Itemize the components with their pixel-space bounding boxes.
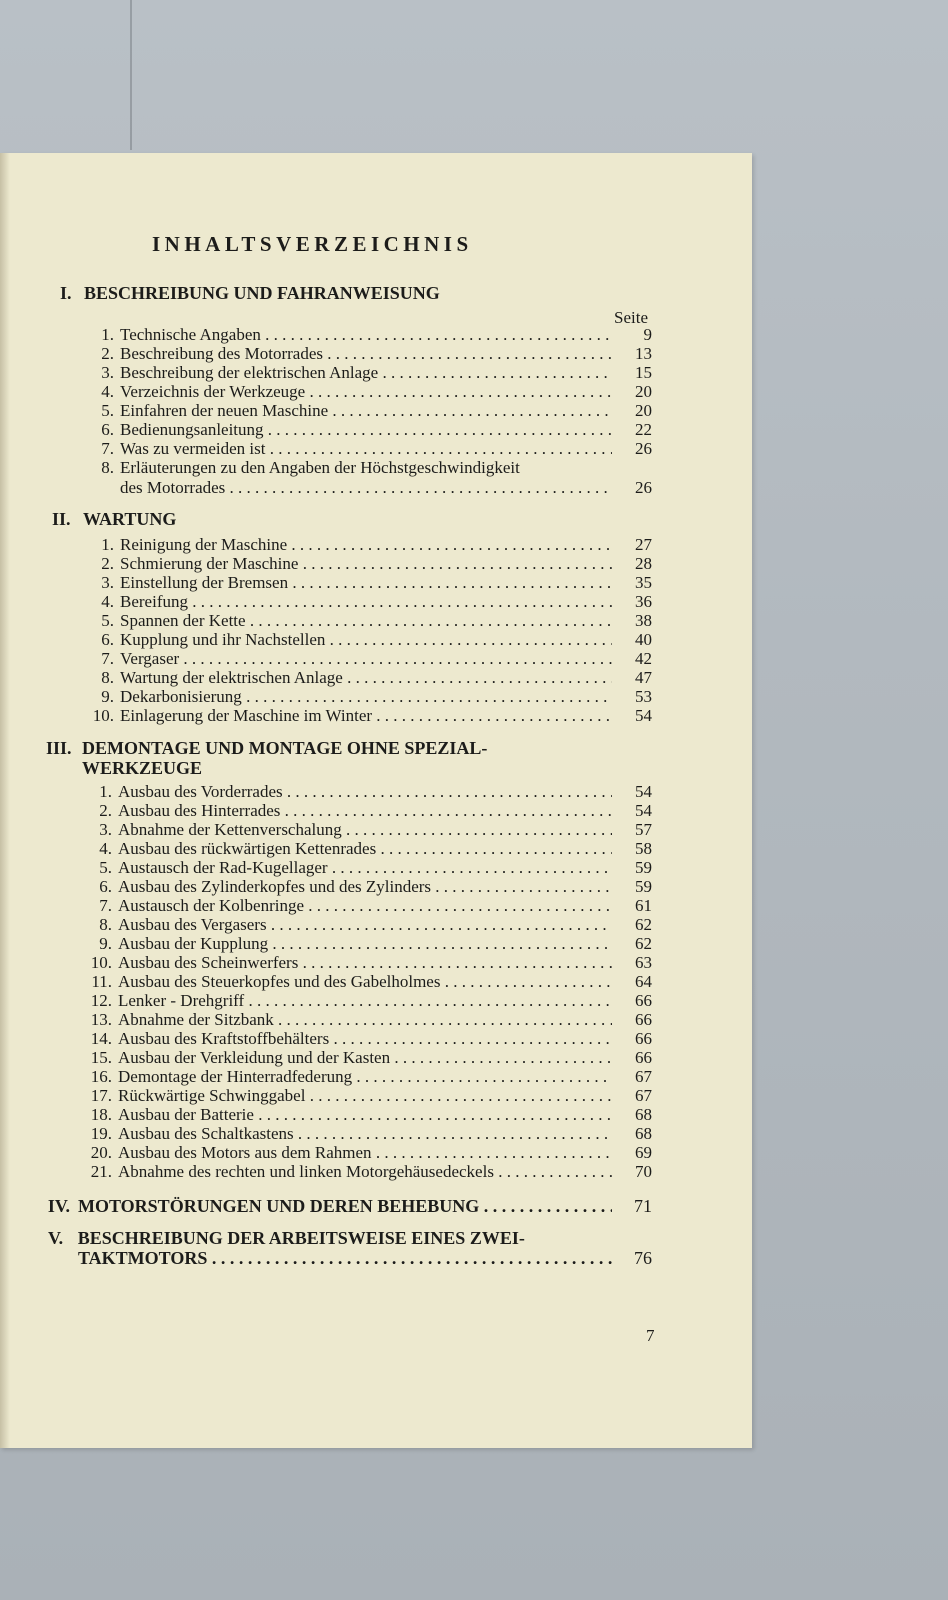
section-title: BESCHREIBUNG DER ARBEITSWEISE EINES ZWEI-	[77, 1228, 525, 1248]
entry-number: 6.	[101, 630, 114, 649]
entry-page: 68	[635, 1105, 652, 1124]
entry-number: 15.	[90, 1048, 112, 1067]
entry-page: 54	[635, 801, 652, 820]
toc-entry	[80, 1162, 652, 1182]
toc-entry	[82, 630, 652, 650]
entry-text: Technische Angaben . . .	[120, 325, 612, 345]
toc-entry	[82, 573, 652, 593]
entry-page: 58	[635, 839, 652, 858]
entry-number: 6.	[101, 420, 114, 439]
entry-text: Ausbau des Vergasers . . .	[118, 915, 612, 935]
entry-number: 20.	[90, 1143, 112, 1162]
section-number: IV.	[47, 1196, 70, 1216]
seite-label: Seite	[614, 308, 648, 327]
toc-entry	[80, 801, 652, 821]
toc-entry	[80, 953, 652, 973]
background-crease	[130, 0, 132, 150]
entry-page: 53	[635, 687, 652, 706]
entry-number: 10.	[92, 706, 114, 725]
entry-page: 66	[635, 1029, 652, 1048]
entry-page: 40	[635, 630, 652, 649]
entry-page: 20	[635, 382, 652, 401]
entry-number: 2.	[101, 344, 114, 363]
section-title: MOTORSTÖRUNGEN UND DEREN BEHEBUNG . . .	[78, 1196, 612, 1216]
entry-text: Verzeichnis der Werkzeuge . . .	[120, 382, 612, 402]
toc-entry	[82, 649, 652, 669]
section-title-continuation: TAKTMOTORS . . .	[78, 1248, 612, 1268]
entry-page: 62	[635, 934, 652, 953]
entry-number: 19.	[90, 1124, 112, 1143]
entry-number: 10.	[90, 953, 112, 972]
entry-number: 7.	[101, 439, 114, 458]
toc-entry	[82, 382, 652, 402]
entry-text: Ausbau des Motors aus dem Rahmen . . .	[118, 1143, 612, 1163]
entry-number: 2.	[99, 801, 112, 820]
entry-number: 3.	[99, 820, 112, 839]
entry-text: Ausbau des Steuerkopfes und des Gabelholmes . . .	[118, 972, 612, 992]
entry-number: 1.	[99, 782, 112, 801]
entry-number: 13.	[90, 1010, 112, 1029]
entry-number: 9.	[99, 934, 112, 953]
section-number: III.	[46, 738, 72, 758]
entry-number: 16.	[90, 1067, 112, 1086]
entry-page: 70	[635, 1162, 652, 1181]
entry-page: 67	[635, 1086, 652, 1105]
entry-number: 5.	[99, 858, 112, 877]
entry-text: Abnahme der Kettenverschalung . . .	[118, 820, 612, 840]
entry-number: 3.	[101, 573, 114, 592]
entry-number: 7.	[101, 649, 114, 668]
section-title: WARTUNG	[83, 509, 177, 529]
entry-page: 28	[635, 554, 652, 573]
toc-entry	[82, 706, 652, 726]
entry-page: 66	[635, 991, 652, 1010]
entry-page: 15	[635, 363, 652, 382]
entry-number: 17.	[90, 1086, 112, 1105]
entry-text: Lenker - Drehgriff . . .	[118, 991, 612, 1011]
entry-text: Erläuterungen zu den Angaben der Höchstgeschwindigkeit	[120, 458, 520, 477]
toc-entry	[82, 420, 652, 440]
entry-page: 47	[635, 668, 652, 687]
entry-text: Ausbau des Zylinderkopfes und des Zylinders . . .	[118, 877, 612, 897]
toc-entry	[80, 1143, 652, 1163]
entry-number: 5.	[101, 611, 114, 630]
entry-text: Bedienungsanleitung . . .	[120, 420, 612, 440]
entry-page: 66	[635, 1010, 652, 1029]
toc-entry	[82, 554, 652, 574]
entry-number: 8.	[99, 915, 112, 934]
entry-text: Ausbau der Verkleidung und der Kasten . . .	[118, 1048, 612, 1068]
entry-text: Abnahme des rechten und linken Motorgehäusedeckels . . .	[118, 1162, 612, 1182]
entry-text: Spannen der Kette . . .	[120, 611, 612, 631]
entry-text: Ausbau der Kupplung . . .	[118, 934, 612, 954]
entry-page: 54	[635, 706, 652, 725]
entry-number: 8.	[101, 458, 114, 477]
entry-text: Ausbau des Hinterrades . . .	[118, 801, 612, 821]
entry-page: 36	[635, 592, 652, 611]
toc-entry	[82, 401, 652, 421]
entry-number: 9.	[101, 687, 114, 706]
toc-entry	[82, 611, 652, 631]
entry-text: des Motorrades . . .	[120, 478, 612, 498]
entry-number: 12.	[90, 991, 112, 1010]
entry-page: 67	[635, 1067, 652, 1086]
toc-entry	[80, 1105, 652, 1125]
section-heading-1	[60, 283, 440, 304]
entry-text: Reinigung der Maschine . . .	[120, 535, 612, 555]
toc-entry	[80, 1010, 652, 1030]
section-number: V.	[48, 1228, 64, 1248]
toc-entry	[82, 363, 652, 383]
entry-number: 14.	[90, 1029, 112, 1048]
section-heading-3-continuation: WERKZEUGE	[82, 758, 203, 778]
entry-text: Ausbau der Batterie . . .	[118, 1105, 612, 1125]
entry-text: Beschreibung der elektrischen Anlage . . .	[120, 363, 612, 383]
toc-entry	[82, 344, 652, 364]
entry-text: Ausbau des rückwärtigen Kettenrades . . .	[118, 839, 612, 859]
entry-text: Austausch der Kolbenringe . . .	[118, 896, 612, 916]
toc-entry	[80, 877, 652, 897]
toc-entry	[80, 1067, 652, 1087]
entry-text: Bereifung . . .	[120, 592, 612, 612]
toc-entry	[80, 839, 652, 859]
toc-entry	[82, 325, 652, 345]
entry-number: 7.	[99, 896, 112, 915]
entry-number: 2.	[101, 554, 114, 573]
section-heading-2	[52, 509, 176, 530]
entry-page: 64	[635, 972, 652, 991]
entry-page: 26	[635, 478, 652, 497]
entry-text: Ausbau des Scheinwerfers . . .	[118, 953, 612, 973]
section-title: DEMONTAGE UND MONTAGE OHNE SPEZIAL-	[82, 738, 488, 758]
entry-text: Austausch der Rad-Kugellager . . .	[118, 858, 612, 878]
entry-text: Ausbau des Kraftstoffbehälters . . .	[118, 1029, 612, 1049]
entry-page: 35	[635, 573, 652, 592]
toc-entry	[80, 896, 652, 916]
entry-text: Vergaser . . .	[120, 649, 612, 669]
toc-entry	[80, 934, 652, 954]
entry-text: Ausbau des Vorderrades . . .	[118, 782, 612, 802]
entry-page: 69	[635, 1143, 652, 1162]
entry-page: 26	[635, 439, 652, 458]
toc-entry	[80, 1029, 652, 1049]
entry-page: 54	[635, 782, 652, 801]
entry-number: 1.	[101, 535, 114, 554]
toc-entry	[82, 592, 652, 612]
entry-number: 6.	[99, 877, 112, 896]
entry-text: Dekarbonisierung . . .	[120, 687, 612, 707]
entry-number: 3.	[101, 363, 114, 382]
entry-number: 5.	[101, 401, 114, 420]
toc-entry	[80, 991, 652, 1011]
entry-number: 18.	[90, 1105, 112, 1124]
entry-text: Demontage der Hinterradfederung . . .	[118, 1067, 612, 1087]
section-page: 76	[634, 1248, 652, 1268]
entry-number: 1.	[101, 325, 114, 344]
entry-text: Rückwärtige Schwinggabel . . .	[118, 1086, 612, 1106]
page-binding-shadow	[0, 153, 10, 1448]
toc-entry	[80, 1086, 652, 1106]
toc-entry	[80, 1124, 652, 1144]
entry-page: 63	[635, 953, 652, 972]
section-title: BESCHREIBUNG UND FAHRANWEISUNG	[84, 283, 440, 303]
entry-number: 4.	[101, 382, 114, 401]
entry-number: 21.	[90, 1162, 112, 1181]
section-number: I.	[60, 283, 72, 303]
section-heading-5-continuation	[40, 1248, 652, 1268]
entry-page: 42	[635, 649, 652, 668]
entry-page: 27	[635, 535, 652, 554]
section-heading-5	[48, 1228, 525, 1249]
entry-text: Beschreibung des Motorrades . . .	[120, 344, 612, 364]
entry-text: Ausbau des Schaltkastens . . .	[118, 1124, 612, 1144]
entry-text: Kupplung und ihr Nachstellen . . .	[120, 630, 612, 650]
entry-page: 38	[635, 611, 652, 630]
entry-page: 59	[635, 877, 652, 896]
section-page: 71	[634, 1196, 652, 1216]
entry-number: 11.	[91, 972, 112, 991]
entry-number: 4.	[99, 839, 112, 858]
toc-entry-continuation	[82, 478, 652, 498]
section-number: II.	[52, 509, 71, 529]
entry-number: 8.	[101, 668, 114, 687]
entry-text: Einfahren der neuen Maschine . . .	[120, 401, 612, 421]
entry-page: 9	[643, 325, 652, 344]
entry-text: Wartung der elektrischen Anlage . . .	[120, 668, 612, 688]
toc-entry	[80, 915, 652, 935]
entry-page: 59	[635, 858, 652, 877]
toc-entry	[80, 858, 652, 878]
entry-page: 61	[635, 896, 652, 915]
toc-entry	[82, 687, 652, 707]
entry-page: 22	[635, 420, 652, 439]
page-number: 7	[646, 1326, 655, 1345]
toc-entry	[82, 458, 652, 478]
entry-page: 68	[635, 1124, 652, 1143]
entry-text: Was zu vermeiden ist . . .	[120, 439, 612, 459]
section-heading-4	[40, 1196, 652, 1216]
toc-entry	[80, 1048, 652, 1068]
entry-text: Schmierung der Maschine . . .	[120, 554, 612, 574]
entry-page: 57	[635, 820, 652, 839]
toc-entry	[80, 972, 652, 992]
entry-page: 62	[635, 915, 652, 934]
page-title: INHALTSVERZEICHNIS	[152, 232, 473, 256]
toc-entry	[82, 535, 652, 555]
toc-entry	[82, 439, 652, 459]
toc-entry	[80, 820, 652, 840]
entry-text: Abnahme der Sitzbank . . .	[118, 1010, 612, 1030]
entry-number: 4.	[101, 592, 114, 611]
entry-page: 13	[635, 344, 652, 363]
toc-entry	[82, 668, 652, 688]
section-heading-3	[46, 738, 487, 759]
toc-entry	[80, 782, 652, 802]
entry-text: Einstellung der Bremsen . . .	[120, 573, 612, 593]
entry-page: 66	[635, 1048, 652, 1067]
entry-text: Einlagerung der Maschine im Winter . . .	[120, 706, 612, 726]
entry-page: 20	[635, 401, 652, 420]
